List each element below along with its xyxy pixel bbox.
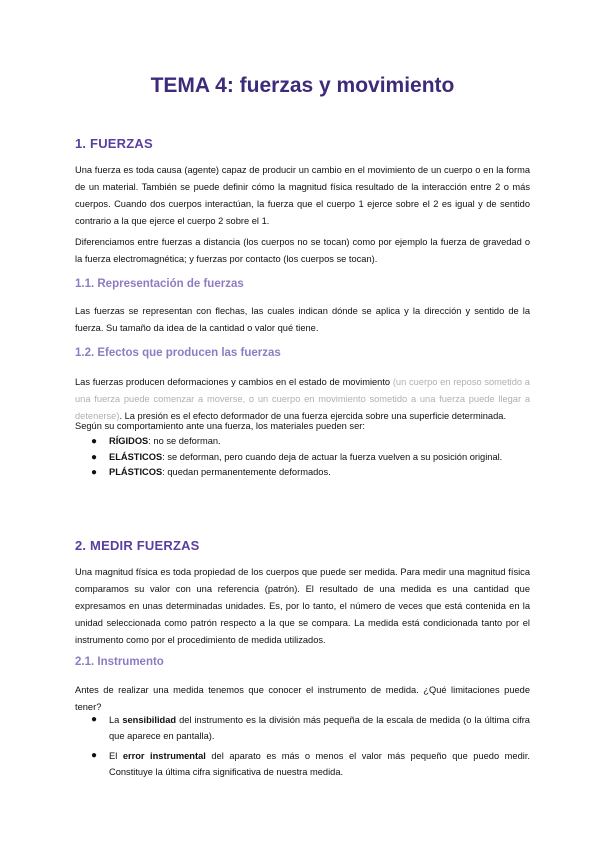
list-item: ● El error instrumental del aparato es más o menos el valor más pequeño que puedo medir. Constituye la última cifra significativa de nuestra medida. [91,750,530,777]
list-item: ● ELÁSTICOS: se deforman, pero cuando deja de actuar la fuerza vuelven a su posición original. [75,450,530,466]
bullet-icon: ● [91,451,98,463]
list-item: ● PLÁSTICOS: quedan permanentemente deformados. [75,465,530,481]
section-heading-medir-fuerzas: 2. MEDIR FUERZAS [75,538,200,553]
subsection-heading-instrumento: 2.1. Instrumento [75,656,164,668]
bullet-icon: ● [91,467,98,478]
paragraph-instrumento: Antes de realizar una medida tenemos que conocer el instrumento de medida. ¿Qué limitaciones puede tener? [75,685,530,712]
paragraph-materiales-intro: Según su comportamiento ante una fuerza, los materiales pueden ser: [75,421,365,431]
section-heading-fuerzas: 1. FUERZAS [75,136,153,151]
bullet-icon: ● [91,714,98,725]
paragraph-magnitud-fisica: Una magnitud física es toda propiedad de los cuerpos que puede ser medida. Para medir una magnitud física comparamos su valor con una referencia (patrón). El resultado de una medida es una cantidad que expresamos en unas determinadas unidades. Es, por lo tanto, el número de veces que está contenida en la unidad seleccionada como patrón respecto a la que se compara. La medida está condicionada tanto por el instrumento como por el procedimiento de medida utilizados. [75,567,530,645]
bullet-icon: ● [91,436,98,447]
subsection-heading-efectos: 1.2. Efectos que producen las fuerzas [75,347,281,359]
instrument-list [75,712,530,780]
materials-list [75,434,530,481]
paragraph-representacion: Las fuerzas se representan con flechas, las cuales indican dónde se aplica y la dirección y sentido de la fuerza. Su tamaño da idea de la cantidad o valor qué tiene. [75,306,530,333]
efectos-text-b: . La presión es el efecto deformador de una fuerza ejercida sobre una superficie determinada. [119,411,507,421]
paragraph-tipos-fuerzas: Diferenciamos entre fuerzas a distancia (los cuerpos no se tocan) como por ejemplo la fuerza de gravedad o la fuerza electromagnética; y fuerzas por contacto (los cuerpos se tocan). [75,237,530,264]
page-title: TEMA 4: fuerzas y movimiento [150,74,455,97]
list-item: ● La sensibilidad del instrumento es la división más pequeña de la escala de medida (o la última cifra que aparece en pantalla). [91,714,530,741]
efectos-text-a: Las fuerzas producen deformaciones y cambios en el estado de movimiento [75,377,393,387]
bullet-icon: ● [91,750,98,761]
subsection-heading-representacion: 1.1. Representación de fuerzas [75,278,244,290]
efectos-text-example: (un cuerpo en reposo sometido a una fuerza puede comenzar a moverse, o un cuerpo en movimiento sometido a una fuerza puede llegar a detenerse) [75,377,530,421]
list-item: ● RÍGIDOS: no se deforman. [75,434,530,450]
paragraph-fuerza-definition: Una fuerza es toda causa (agente) capaz de producir un cambio en el movimiento de un cuerpo o en la forma de un material. También se puede definir cómo la magnitud física resultado de la interacción entre 2 o más cuerpos. Cuando dos cuerpos interactúan, la fuerza que el cuerpo 1 ejerce sobre el 2 es igual y de sentido contrario a la que ejerce el cuerpo 2 sobre el 1. [75,165,530,226]
